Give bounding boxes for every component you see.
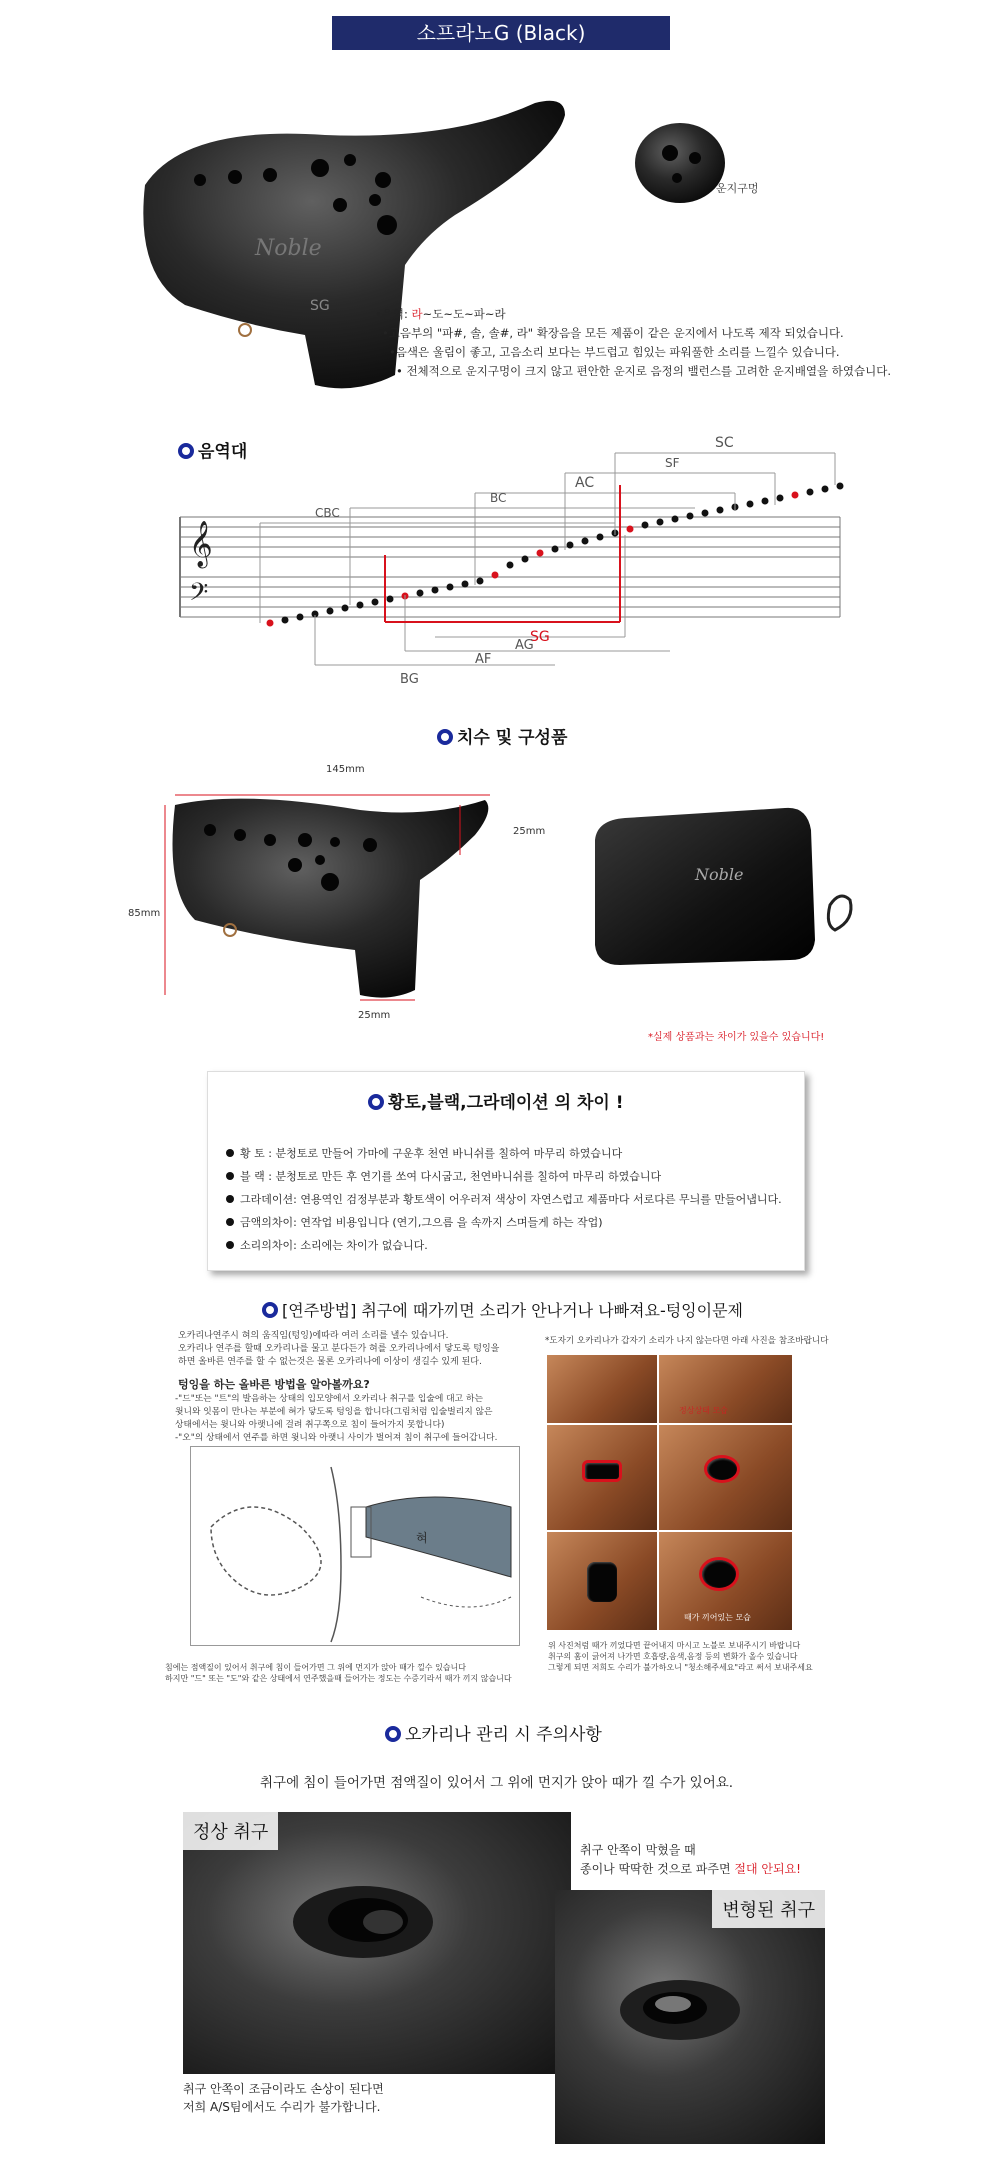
- play-bold-question: 텅잉을 하는 올바른 방법을 알아볼까요?: [178, 1378, 370, 1391]
- case-brand: Noble: [695, 865, 744, 884]
- ring-bullet-icon: [385, 1726, 401, 1742]
- range-label-sc: SC: [715, 435, 734, 451]
- dims-heading: [437, 723, 567, 748]
- play-right-footnote: [548, 1640, 848, 1673]
- bullet-dot-icon: [226, 1172, 234, 1180]
- play-right-footnote-line: 그렇게 되면 저희도 수리가 불가하오니 "청소해주세요"라고 써서 보내주세요: [548, 1663, 813, 1672]
- windway-hole-icon: [699, 1557, 739, 1591]
- play-detail-line: -"드"또는 "트"의 발음하는 상태의 입모양에서 오카리나 취구를 입술에 대고 하는: [175, 1394, 483, 1404]
- play-footnote-line: 침에는 점액질이 있어서 취구에 침이 들어가면 그 위에 먼지가 앉아 때가 낄수 있습니다: [165, 1663, 466, 1672]
- range-label-ag: AG: [515, 638, 534, 653]
- brand-engraving: Noble: [255, 236, 322, 261]
- svg-text:𝄞: 𝄞: [189, 521, 213, 567]
- dim-height-label: 85mm: [128, 908, 161, 919]
- spec-bullet-layout: • 전체적으로 운지구멍이 크지 않고 편안한 운지로 음정의 밸런스를 고려한 운지배열을 하였습니다.: [396, 364, 892, 378]
- range-label-sg: SG: [530, 629, 550, 645]
- dims-ocarina-image: [120, 770, 500, 1020]
- dim-thick-label: 25mm: [513, 826, 546, 837]
- difference-heading: [368, 1088, 624, 1113]
- thumb-hole-label: 운지구멍: [716, 182, 759, 195]
- difference-heading-text: 황토,블랙,그라데이션 의 차이 !: [388, 1093, 624, 1113]
- photo-mouthpiece-normal: [659, 1355, 792, 1423]
- difference-row: [226, 1168, 661, 1184]
- range-label-ac: AC: [575, 475, 595, 491]
- ring-bullet-icon: [437, 729, 453, 745]
- care-lead: 취구에 침이 들어가면 점액질이 있어서 그 위에 먼지가 앉아 때가 낄 수가 있어요.: [260, 1775, 734, 1791]
- spec-bullet-text: •음역:: [375, 307, 412, 321]
- warn-line-2-plain: 종이나 딱딱한 것으로 파주면: [580, 1862, 735, 1876]
- care-heading: [385, 1720, 602, 1745]
- spec-bullet-red: 라: [411, 307, 423, 321]
- spec-bullet-extension: •고음부의 "파#, 솔, 솔#, 라" 확장음을 모든 제품이 같은 운지에서 나도록 제작 되었습니다.: [382, 326, 844, 340]
- bottom-warning-line: 저희 A/S팀에서도 수리가 불가합니다.: [183, 2100, 381, 2114]
- spec-bullet-rest: ~도~도~파~라: [422, 307, 506, 321]
- photo-windway-3: [547, 1532, 657, 1630]
- warn-line-1: 취구 안쪽이 막혔을 때: [580, 1843, 696, 1857]
- range-heading-text: 음역대: [198, 442, 248, 462]
- range-label-af: AF: [475, 652, 492, 667]
- normal-windway-label: 정상 취구: [183, 1812, 278, 1850]
- difference-row-text: 소리의차이: 소리에는 차이가 없습니다.: [240, 1239, 428, 1252]
- svg-text:𝄢: 𝄢: [189, 578, 209, 613]
- care-heading-text: 오카리나 관리 시 주의사항: [405, 1725, 602, 1745]
- bottom-warning: [183, 2074, 443, 2122]
- windway-hole-icon: [704, 1455, 740, 1483]
- difference-row-text: 황 토 : 분청토로 만들어 가마에 구운후 천연 바니쉬를 칠하여 마무리 하였습니다: [240, 1147, 623, 1160]
- page-title: 소프라노G (Black): [332, 16, 670, 50]
- play-footnote-line: 하지만 "드" 또는 "도"와 같은 상태에서 연주했을때 들어가는 정도는 수증기라서 때가 끼지 않습니다: [165, 1674, 512, 1683]
- play-intro-line: 하면 올바른 연주를 할 수 없는것은 물론 오카리나에 이상이 생길수 있게 된다.: [178, 1357, 482, 1367]
- difference-row-text: 그라데이션: 연용역인 검정부분과 황토색이 어우러져 색상이 자연스럽고 제품마다 서로다른 무늬를 만들어냅니다.: [240, 1193, 782, 1206]
- ring-bullet-icon: [368, 1094, 384, 1110]
- difference-row: [226, 1145, 622, 1161]
- photo-windway-1: [547, 1425, 657, 1530]
- warn-line-2: [580, 1860, 801, 1877]
- bullet-dot-icon: [226, 1195, 234, 1203]
- difference-row: [226, 1237, 428, 1253]
- play-right-footnote-line: 위 사진처럼 때가 끼었다면 끝어내지 마시고 노블로 보내주시기 바랍니다: [548, 1641, 801, 1650]
- play-intro-line: 오카리나 연주를 할때 오카리나를 물고 분다든가 혀를 오카리나에서 닿도록 텅잉을: [178, 1344, 500, 1354]
- photo-hand: [547, 1355, 657, 1423]
- model-engraving: SG: [310, 298, 330, 314]
- play-intro: [178, 1330, 548, 1369]
- bullet-dot-icon: [226, 1218, 234, 1226]
- play-detail-line: 상태에서는 윗니와 아랫니에 걸려 취구쪽으로 침이 들어가지 못합니다): [175, 1420, 445, 1430]
- difference-row-text: 금액의차이: 연작업 비용입니다 (연기,그으름 을 속까지 스며들게 하는 작업): [240, 1216, 603, 1229]
- play-detail-line: -"오"의 상태에서 연주를 하면 윗니와 아랫니 사이가 벌어져 침이 취구에 들어갑니다.: [175, 1433, 498, 1443]
- difference-row: [226, 1191, 782, 1207]
- tongue-label: 혀: [416, 1531, 428, 1545]
- range-label-bg: BG: [400, 672, 419, 687]
- tongue-diagram: [190, 1446, 520, 1646]
- deformed-windway-label: 변형된 취구: [712, 1890, 825, 1928]
- photo-label-dirty: 때가 끼어있는 모습: [684, 1613, 751, 1622]
- range-label-bc: BC: [490, 491, 507, 505]
- range-chart: [175, 425, 855, 695]
- disclaimer-note: *실제 상품과는 차이가 있을수 있습니다!: [648, 1032, 825, 1043]
- spec-bullet-range: [375, 306, 506, 322]
- play-detail: [175, 1393, 545, 1445]
- range-label-sf: SF: [665, 456, 680, 470]
- ring-bullet-icon: [262, 1302, 278, 1318]
- difference-card: [207, 1071, 805, 1271]
- carry-case-image: [585, 790, 865, 970]
- photo-windway-4: [659, 1532, 792, 1630]
- play-intro-line: 오카리나연주시 혀의 움직임(텅잉)에따라 여러 소리를 낼수 있습니다.: [178, 1331, 449, 1341]
- spec-bullet-tone: •음색은 울림이 좋고, 고음소리 보다는 부드럽고 힘있는 파워풀한 소리를 느낄수 있습니다.: [389, 345, 840, 359]
- bullet-dot-icon: [226, 1241, 234, 1249]
- play-right-footnote-line: 취구의 홈이 긁어져 나가면 호흡량,음색,음정 등의 변화가 올수 있습니다: [548, 1652, 798, 1661]
- windway-hole-icon: [587, 1562, 617, 1602]
- photo-windway-2: [659, 1425, 792, 1530]
- play-footnote: [165, 1662, 565, 1684]
- bottom-warning-line: 취구 안쪽이 조금이라도 손상이 된다면: [183, 2082, 384, 2096]
- difference-row: [226, 1214, 603, 1230]
- warn-line-2-red: 절대 안되요!: [734, 1862, 801, 1876]
- deformed-windway-photo: [555, 1890, 825, 2144]
- dims-heading-text: 치수 및 구성품: [457, 728, 568, 748]
- normal-windway-photo: [183, 1812, 571, 2074]
- photo-label-normal: 정상상태 모습: [679, 1406, 728, 1415]
- tonguing-photos: [547, 1355, 792, 1630]
- windway-hole-icon: [582, 1460, 622, 1482]
- dim-base-label: 25mm: [358, 1010, 391, 1021]
- play-detail-line: 윗니와 잇몸이 만나는 부분에 혀가 닿도록 텅잉을 합니다(그림처럼 입술벌리지 않은: [175, 1407, 493, 1417]
- play-heading: [262, 1298, 743, 1321]
- dim-width-label: 145mm: [326, 764, 365, 775]
- play-right-intro: *도자기 오카리나가 갑자기 소리가 나지 않는다면 아래 사진을 참조바랍니다: [545, 1336, 829, 1346]
- range-label-cbc: CBC: [315, 506, 340, 520]
- bullet-dot-icon: [226, 1149, 234, 1157]
- difference-row-text: 블 랙 : 분청토로 만든 후 연기를 쏘여 다시굽고, 천연바니쉬를 칠하여 마무리 하였습니다: [240, 1170, 662, 1183]
- play-heading-text: [연주방법] 취구에 때가끼면 소리가 안나거나 나빠져요-텅잉이문제: [282, 1301, 744, 1320]
